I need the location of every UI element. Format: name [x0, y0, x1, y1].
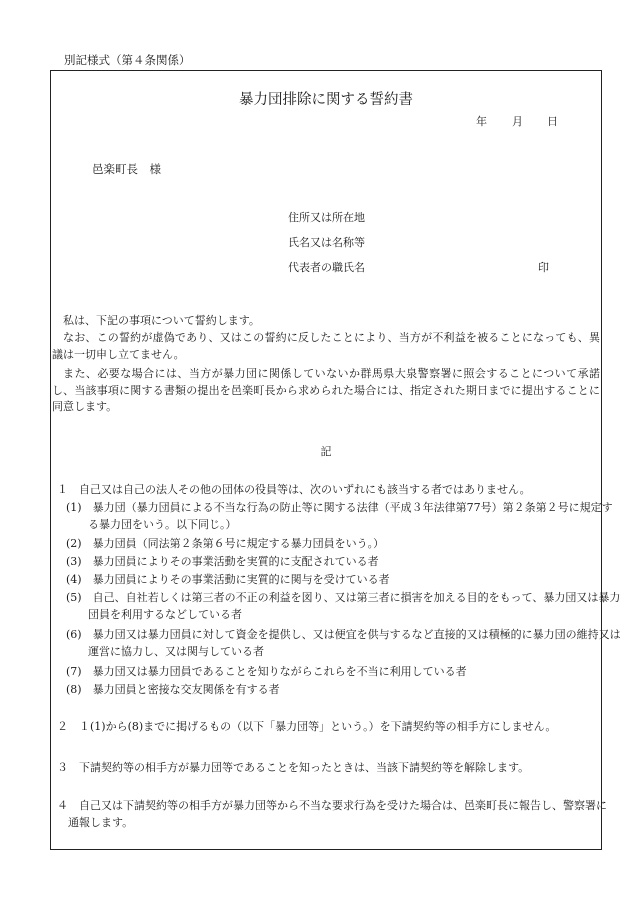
date-year-label: 年: [476, 115, 487, 128]
item-1-sub-5: (5) 自己、自社若しくは第三者の不正の利益を図り、又は第三者に損害を加える目的をもって、暴力団又は暴力団員を利用するなどしている者: [66, 591, 621, 622]
form-label: 別記様式（第４条関係）: [64, 53, 191, 67]
item-1-sub-1: (1) 暴力団（暴力団員による不当な行為の防止等に関する法律（平成３年法律第77号）第２条第２号に規定する暴力団をいう。以下同じ。）: [66, 501, 613, 532]
item-3: ３ 下請契約等の相手方が暴力団等であることを知ったときは、当該下請契約等を解除します。: [57, 761, 530, 774]
item-1-sub-2: (2) 暴力団員（同法第２条第６号に規定する暴力団員をいう。）: [66, 537, 385, 550]
seal-mark: 印: [538, 261, 549, 274]
intro-paragraph-2: なお、この誓約が虚偽であり、又はこの誓約に反したことにより、当方が不利益を被ることになっても、異議は一切申し立てません。: [52, 331, 600, 361]
item-4: ４ 自己又は下請契約等の相手方が暴力団等から不当な要求行為を受けた場合は、邑楽町長に報告し、警察署に通報します。: [57, 799, 607, 830]
item-1-sub-4: (4) 暴力団員によりその事業活動に実質的に関与を受けている者: [66, 573, 390, 586]
date-month-label: 月: [512, 115, 523, 128]
item-1-sub-6: (6) 暴力団又は暴力団員に対して資金を提供し、又は便宜を供与するなど直接的又は積極的に暴力団の維持又は運営に協力し、又は関与している者: [66, 628, 621, 659]
name-label: 氏名又は名称等: [288, 236, 365, 249]
item-1: １ 自己又は自己の法人その他の団体の役員等は、次のいずれにも該当する者ではありません。: [57, 483, 531, 496]
ki-heading: 記: [320, 445, 332, 458]
intro-paragraph-3: また、必要な場合には、当方が暴力団に関係していないか群馬県大泉警察署に照会することについて承諾し、当該事項に関する書類の提出を邑楽町長から求められた場合には、指定された期日までに提出することに同意します。: [52, 367, 600, 414]
intro-paragraph-1: 私は、下記の事項について誓約します。: [63, 314, 260, 327]
item-1-sub-8: (8) 暴力団員と密接な交友関係を有する者: [66, 683, 280, 696]
addressee: 邑楽町長 様: [92, 162, 161, 176]
document-title: 暴力団排除に関する誓約書: [239, 92, 413, 108]
item-2: ２ １(1)から(8)までに掲げるもの（以下「暴力団等」という。）を下請契約等の相手方にしません。: [57, 720, 557, 733]
item-1-sub-3: (3) 暴力団員によりその事業活動を実質的に支配されている者: [66, 555, 379, 568]
address-label: 住所又は所在地: [288, 211, 365, 224]
item-1-sub-7: (7) 暴力団又は暴力団員であることを知りながらこれらを不当に利用している者: [66, 665, 467, 678]
representative-label: 代表者の職氏名: [288, 261, 365, 274]
date-day-label: 日: [547, 115, 558, 128]
